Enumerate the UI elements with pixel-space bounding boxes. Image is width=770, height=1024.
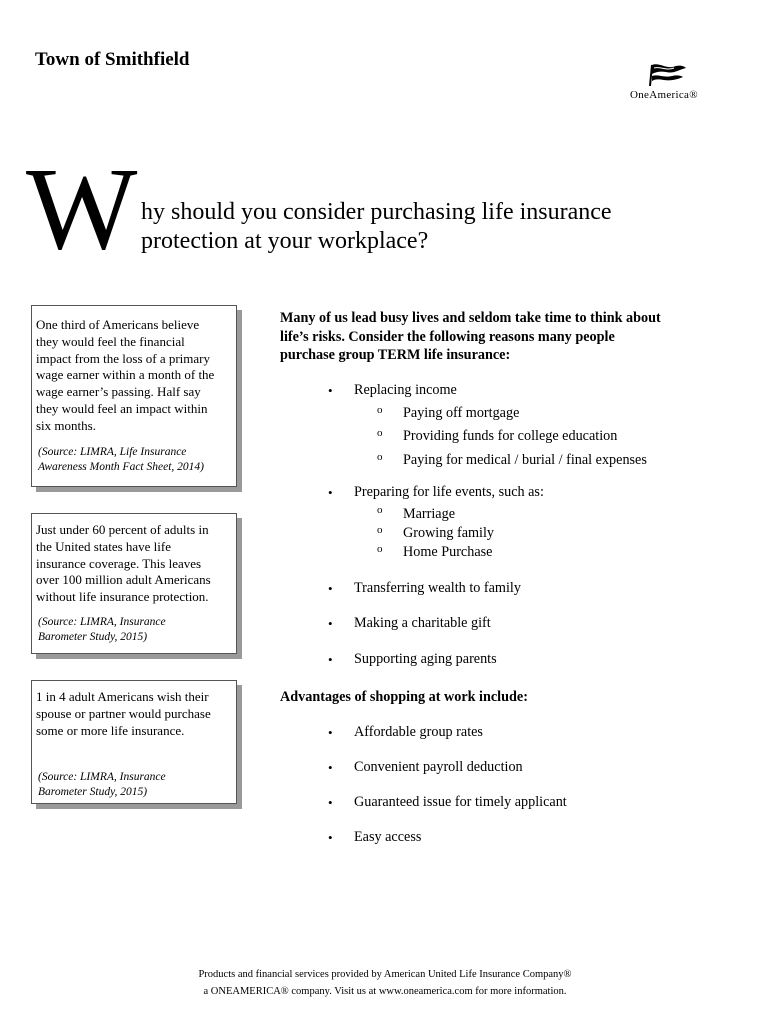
source-line: (Source: LIMRA, Insurance bbox=[38, 771, 166, 783]
box-line: without life insurance protection. bbox=[36, 589, 209, 605]
headline-line-1: hy should you consider purchasing life insurance bbox=[141, 199, 612, 225]
intro-line: life’s risks. Consider the following reasons many people bbox=[280, 328, 615, 345]
reason-item: Supporting aging parents bbox=[354, 651, 497, 667]
bullet: • bbox=[328, 485, 333, 500]
stat-box-3 bbox=[31, 680, 237, 804]
advantages-heading: Advantages of shopping at work include: bbox=[280, 689, 528, 705]
footer-line-1: Products and financial services provided by American United Life Insurance Company® bbox=[198, 969, 572, 980]
box-line: wage earner’s passing. Half say bbox=[36, 384, 201, 400]
advantage-item: Guaranteed issue for timely applicant bbox=[354, 794, 567, 810]
sub-bullet: o bbox=[377, 427, 383, 439]
intro-paragraph bbox=[280, 309, 720, 365]
stat-box-2-text bbox=[36, 522, 234, 606]
stat-box-1-source bbox=[38, 445, 234, 475]
stat-box-2 bbox=[31, 513, 237, 654]
bullet: • bbox=[328, 652, 333, 667]
town-title: Town of Smithfield bbox=[35, 49, 190, 70]
source-line: Barometer Study, 2015) bbox=[38, 786, 148, 798]
box-line: One third of Americans believe bbox=[36, 317, 200, 332]
advantage-item: Affordable group rates bbox=[354, 724, 483, 740]
reason-item: Replacing income bbox=[354, 382, 457, 398]
advantage-item: Easy access bbox=[354, 829, 422, 845]
box-line: Just under 60 percent of adults in bbox=[36, 522, 209, 537]
bullet: • bbox=[328, 795, 333, 810]
box-line: spouse or partner would purchase bbox=[36, 705, 211, 721]
stat-box-3-source bbox=[38, 770, 234, 800]
source-line: (Source: LIMRA, Life Insurance bbox=[38, 446, 187, 458]
footer-line-2: a ONEAMERICA® company. Visit us at www.oneamerica.com for more information. bbox=[203, 986, 567, 997]
intro-line: Many of us lead busy lives and seldom take time to think about bbox=[280, 310, 661, 326]
advantage-item: Convenient payroll deduction bbox=[354, 759, 523, 775]
sub-bullet: o bbox=[377, 404, 383, 416]
flag-icon bbox=[646, 62, 688, 88]
box-line: they would feel an impact within bbox=[36, 400, 208, 416]
source-line: Awareness Month Fact Sheet, 2014) bbox=[38, 461, 204, 473]
reason-item: Transferring wealth to family bbox=[354, 580, 521, 596]
headline-line-2: protection at your workplace? bbox=[141, 228, 429, 254]
box-line: six months. bbox=[36, 417, 96, 433]
dropcap-letter: W bbox=[26, 143, 138, 274]
box-line: some or more life insurance. bbox=[36, 722, 185, 738]
bullet: • bbox=[328, 725, 333, 740]
bullet: • bbox=[328, 383, 333, 398]
reason-subitem: Providing funds for college education bbox=[403, 428, 618, 444]
sub-bullet: o bbox=[377, 524, 383, 536]
bullet: • bbox=[328, 616, 333, 631]
reason-subitem: Paying for medical / burial / final expenses bbox=[403, 452, 647, 468]
box-line: wage earner within a month of the bbox=[36, 367, 215, 383]
sub-bullet: o bbox=[377, 504, 383, 516]
bullet: • bbox=[328, 581, 333, 596]
reason-item: Making a charitable gift bbox=[354, 615, 491, 631]
box-line: they would feel the financial bbox=[36, 333, 185, 349]
logo-wordmark: OneAmerica® bbox=[630, 89, 698, 101]
reason-subitem: Growing family bbox=[403, 525, 495, 541]
box-line: the United states have life bbox=[36, 538, 172, 554]
oneamerica-logo bbox=[628, 62, 723, 107]
box-line: impact from the loss of a primary bbox=[36, 350, 211, 366]
box-line: over 100 million adult Americans bbox=[36, 572, 211, 588]
sub-bullet: o bbox=[377, 451, 383, 463]
reason-subitem: Home Purchase bbox=[403, 544, 493, 560]
intro-line: purchase group TERM life insurance: bbox=[280, 347, 511, 363]
reason-subitem: Paying off mortgage bbox=[403, 405, 520, 421]
stat-box-1 bbox=[31, 305, 237, 487]
source-line: (Source: LIMRA, Insurance bbox=[38, 616, 166, 628]
bullet: • bbox=[328, 760, 333, 775]
headline bbox=[141, 198, 701, 256]
stat-box-3-text bbox=[36, 689, 234, 739]
stat-box-1-text bbox=[36, 317, 234, 435]
box-line: insurance coverage. This leaves bbox=[36, 555, 202, 571]
reason-subitem: Marriage bbox=[403, 506, 455, 522]
box-line: 1 in 4 adult Americans wish their bbox=[36, 689, 209, 704]
stat-box-2-source bbox=[38, 615, 234, 645]
sub-bullet: o bbox=[377, 543, 383, 555]
source-line: Barometer Study, 2015) bbox=[38, 631, 148, 643]
bullet: • bbox=[328, 830, 333, 845]
reason-item: Preparing for life events, such as: bbox=[354, 484, 544, 500]
